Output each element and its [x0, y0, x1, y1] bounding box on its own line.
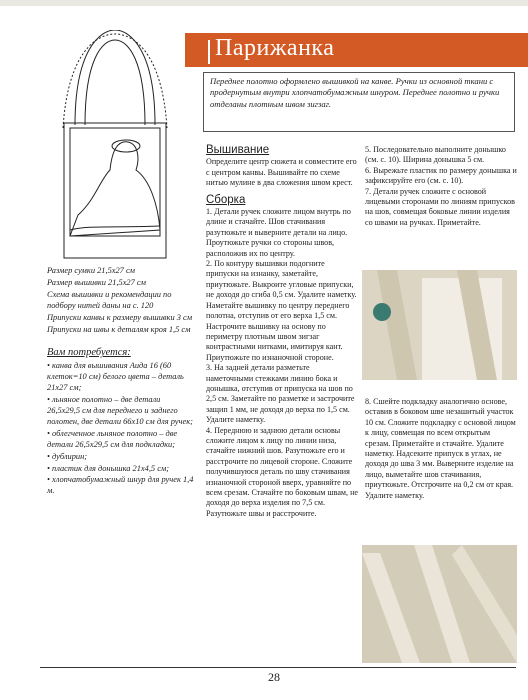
page-number: 28 — [268, 670, 280, 684]
assembly-step: 4. Переднюю и заднюю детали основы сложите лицом к лицу по линии низа, стачайте нижний шов. Разутюжьте его и расстрочите по лицевой стороне. Сложите получившуюся деталь по шву стачивания изнаночной стороной вверх, уравняйте по всем срезам. Стачайте по боковым швам, не доходя до верха изделия по 7,5 см. Разутюжьте швы и расстрочите. — [206, 425, 359, 518]
photo-handle-detail — [362, 545, 517, 663]
footer-rule — [40, 667, 516, 668]
material-item: • хлопчатобумажный шнур для ручек 1,4 м. — [47, 475, 194, 496]
assembly-step: 8. Сшейте подкладку аналогично основе, оставив в боковом шве незашитый участок 10 см. Сложите подкладку с основой лицом к лицу, совмещая по всем открытым срезам. Приметайте и стачайте. Удалите наметку. Надсеките припуск в углах, не доходя до шва 3 мм. Выверните изделие на лицо, выметайте шов стачивания, приутюжьте. Отстрочите на 0,2 см от края. Удалите наметку. — [365, 397, 516, 500]
material-item: • льняное полотно – две детали 26,5х29,5 см для переднего и заднего полотен, две детали 66х10 см для ручек; — [47, 395, 193, 426]
assembly-heading: Сборка — [206, 193, 246, 206]
photo-bag-detail — [362, 270, 517, 380]
material-item: • дублирин; — [47, 451, 88, 461]
bag-illustration — [40, 30, 190, 262]
assembly-step: 6. Вырежьте пластик по размеру донышка и зафиксируйте его (см. с. 10). — [365, 165, 517, 186]
assembly-step: 5. Последовательно выполните донышко (см. с. 10). Ширина донышка 5 см. — [365, 145, 506, 165]
page-title: Парижанка — [215, 35, 335, 61]
assembly-step: 3. На задней детали разметьте наметочными стежками линию бока и донышка, отступив от припуска на шов по 2,5 см. Заметайте по разметке и застрочите защип 1 мм, не доходя до верха по 1,5 см. Удалите наметку. — [206, 363, 355, 425]
spec-embroidery-size: Размер вышивки 21,5х27 см — [47, 277, 146, 287]
right-column-lower — [365, 397, 517, 501]
material-item: • канва для вышивания Аида 16 (60 клеток=10 см) белого цвета – деталь 21х27 см; — [47, 361, 184, 393]
material-item: • пластик для донышка 21х4,5 см; — [47, 463, 170, 473]
page-edge — [0, 0, 528, 6]
material-item: • облегченное льняное полотно – две детали 26,5х29,5 см для подкладки; — [47, 428, 178, 449]
middle-column — [206, 145, 358, 519]
embroidery-text: Определите центр сюжета и совместите его с центром канвы. Вышивайте по схеме нитью мулине в два сложения швом крест. — [206, 157, 357, 188]
intro-text: Переднее полотно оформлено вышивкой на канве. Ручки из основной ткани с продернутым внутри хлопчатобумажным шнуром. Переднее полотно и ручки отделаны плотным швом зигзаг. — [203, 72, 515, 132]
assembly-step: 2. По контуру вышивки подогните припуски на изнанку, заметайте, приутюжьте. Выкроите угловые припуски, не доходя до сгиба 0,5 см. Удалите наметку. Наметайте вышивку по центру переднего полотна, отступив от его верха 1,5 см. Настрочите вышивку на основу по периметру плотным швом зигзаг контрастными нитками, имитируя кант. Приутюжьте по изнаночной стороне. — [206, 259, 357, 362]
title-divider — [208, 40, 210, 64]
embroidery-heading: Вышивание — [206, 144, 270, 156]
right-column — [365, 145, 517, 228]
spec-size: Размер сумки 21,5х27 см — [47, 266, 136, 275]
spec-scheme: Схема вышивки и рекомендации по подбору нитей даны на с. 120 — [47, 289, 172, 310]
left-column — [47, 266, 195, 498]
spec-canvas-allowance: Припуски канвы к размеру вышивки 3 см — [47, 312, 193, 322]
assembly-step: 7. Детали ручек сложите с основой лицевыми сторонами по линиям припусков на шов, совмещая боковые линии изделия со швами на ручках. Приметайте. — [365, 186, 515, 227]
assembly-step: 1. Детали ручек сложите лицом внутрь по длине и стачайте. Шов стачивания разутюжьте и выверните детали на лицо. Проутюжьте ручки со стороны швов, расположив их по центру. — [206, 207, 351, 258]
materials-heading: Вам потребуется: — [47, 347, 131, 359]
spec-seam-allowance: Припуски на швы к деталям кроя 1,5 см — [47, 324, 191, 334]
